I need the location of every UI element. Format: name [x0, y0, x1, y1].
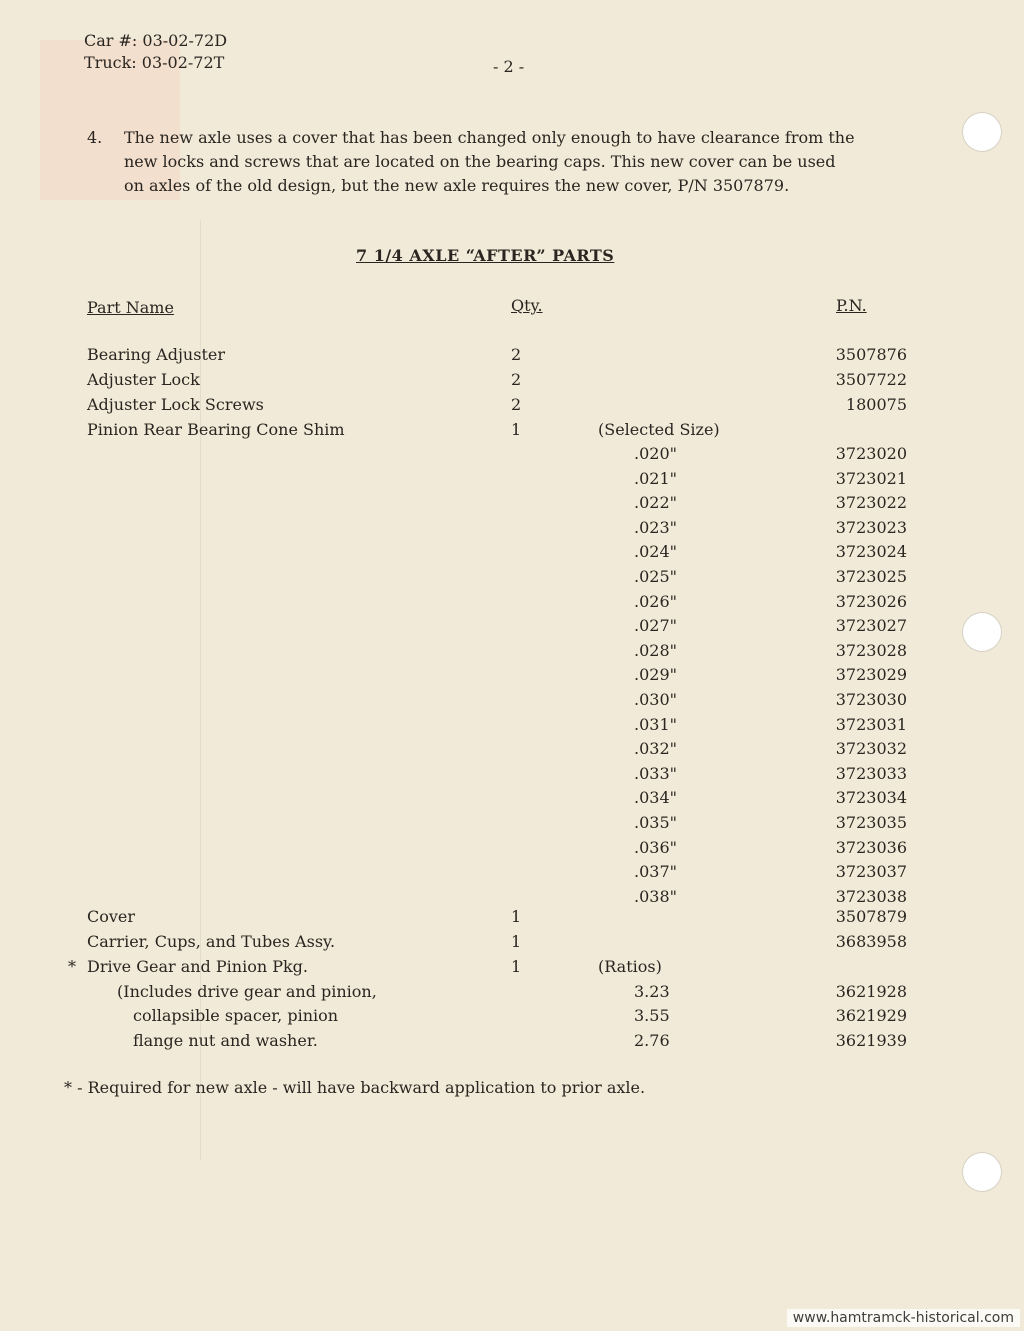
- size: .031": [634, 714, 677, 734]
- part-number: 3723030: [835, 690, 907, 709]
- paragraph-line-2: new locks and screws that are located on the bearing caps. This new cover can be used: [124, 152, 836, 171]
- size: .038": [634, 886, 677, 906]
- size: .030": [634, 690, 677, 709]
- part-number: 3621929: [835, 1006, 907, 1025]
- qty: 2: [511, 395, 522, 414]
- table-row: [0, 980, 1024, 1004]
- part-name: flange nut and washer.: [133, 1031, 318, 1050]
- part-number: 3723033: [835, 763, 907, 783]
- size: .020": [634, 444, 677, 463]
- part-name: (Includes drive gear and pinion,: [117, 982, 377, 1001]
- part-name: Drive Gear and Pinion Pkg.: [87, 957, 308, 976]
- size: .027": [634, 616, 677, 636]
- size: .029": [634, 665, 677, 685]
- table-row: [0, 762, 1024, 786]
- truck-number: Truck: 03-02-72T: [84, 53, 225, 72]
- table-row: [0, 860, 1024, 884]
- part-number: 3723026: [835, 591, 907, 611]
- table-row: [0, 418, 1024, 442]
- part-number: 3507876: [835, 345, 907, 364]
- part-name: Carrier, Cups, and Tubes Assy.: [87, 932, 336, 951]
- size: .036": [634, 837, 677, 857]
- table-row: [0, 467, 1024, 491]
- qty: 1: [511, 957, 522, 976]
- size: .032": [634, 739, 677, 759]
- table-row: [0, 516, 1024, 540]
- qty: 1: [511, 932, 522, 951]
- part-number: 3723035: [835, 813, 907, 832]
- part-number: 3723029: [835, 665, 907, 685]
- table-row: [0, 663, 1024, 687]
- part-name: Cover: [87, 907, 136, 926]
- part-number: 3621928: [835, 982, 907, 1001]
- part-number: 3723031: [835, 714, 907, 734]
- size: .033": [634, 763, 677, 783]
- size: .026": [634, 591, 677, 611]
- table-row: [0, 491, 1024, 515]
- paragraph-number: 4.: [87, 128, 103, 147]
- table-row: [0, 955, 1024, 979]
- part-number: 3683958: [835, 932, 907, 951]
- part-number: 3723032: [835, 739, 907, 759]
- table-row: [0, 930, 1024, 954]
- size: 3.55: [634, 1006, 670, 1025]
- size: .023": [634, 517, 677, 537]
- table-row: [0, 614, 1024, 638]
- table-row: [0, 540, 1024, 564]
- part-number: 180075: [845, 395, 907, 414]
- car-number: Car #: 03-02-72D: [84, 31, 228, 50]
- part-name: Adjuster Lock Screws: [87, 395, 264, 414]
- part-number: 3723038: [835, 886, 907, 906]
- table-row: [0, 737, 1024, 761]
- column-header-part-name: Part Name: [87, 298, 174, 317]
- size: .037": [634, 862, 677, 882]
- part-name: collapsible spacer, pinion: [133, 1006, 339, 1025]
- part-number: 3723034: [835, 788, 907, 808]
- table-row: [0, 688, 1024, 712]
- binder-hole-top: [962, 112, 1002, 152]
- part-number: 3507879: [835, 907, 907, 926]
- qty: 2: [511, 370, 522, 389]
- table-row: [0, 811, 1024, 835]
- binder-hole-bottom: [962, 1152, 1002, 1192]
- qty: 2: [511, 345, 522, 364]
- table-row: [0, 1004, 1024, 1028]
- column-header-qty: Qty.: [511, 296, 543, 315]
- part-number: 3723023: [835, 517, 907, 537]
- size: .035": [634, 813, 677, 832]
- table-row: [0, 343, 1024, 367]
- part-number: 3723028: [835, 640, 907, 660]
- part-name: Bearing Adjuster: [87, 345, 225, 364]
- table-row: [0, 786, 1024, 810]
- part-number: 3723024: [835, 542, 907, 562]
- table-row: [0, 368, 1024, 392]
- part-number: 3723021: [835, 468, 907, 488]
- table-row: [0, 442, 1024, 466]
- part-name: Pinion Rear Bearing Cone Shim: [87, 420, 345, 439]
- size: .025": [634, 567, 677, 586]
- table-row: [0, 590, 1024, 614]
- size: .022": [634, 493, 677, 513]
- page-number: - 2 -: [493, 57, 525, 76]
- table-row: [0, 565, 1024, 589]
- table-title: 7 1/4 AXLE “AFTER” PARTS: [356, 246, 615, 265]
- table-row: [0, 393, 1024, 417]
- table-row: [0, 836, 1024, 860]
- paragraph-line-3: on axles of the old design, but the new axle requires the new cover, P/N 3507879.: [124, 176, 790, 195]
- column-header-pn: P.N.: [836, 296, 867, 315]
- row-mark: *: [68, 957, 76, 976]
- part-number: 3723027: [835, 616, 907, 636]
- qty: 1: [511, 907, 522, 926]
- part-number: 3507722: [835, 370, 907, 389]
- part-number: 3723036: [835, 837, 907, 857]
- table-row: [0, 713, 1024, 737]
- part-number: 3723037: [835, 862, 907, 882]
- part-number: 3621939: [835, 1031, 907, 1050]
- size: .021": [634, 468, 677, 488]
- size: 2.76: [634, 1031, 670, 1050]
- qty: 1: [511, 420, 522, 439]
- part-number: 3723020: [835, 444, 907, 463]
- table-row: [0, 905, 1024, 929]
- website-watermark: www.hamtramck-historical.com: [787, 1309, 1020, 1327]
- table-row: [0, 639, 1024, 663]
- part-name: Adjuster Lock: [87, 370, 200, 389]
- size: 3.23: [634, 982, 670, 1001]
- paragraph-line-1: The new axle uses a cover that has been changed only enough to have clearance from the: [124, 128, 855, 147]
- size: .034": [634, 788, 677, 808]
- table-row: [0, 1029, 1024, 1053]
- size: .028": [634, 640, 677, 660]
- size: (Ratios): [598, 957, 662, 976]
- footnote: * - Required for new axle - will have backward application to prior axle.: [64, 1078, 646, 1097]
- size: .024": [634, 542, 677, 562]
- part-number: 3723025: [835, 567, 907, 586]
- part-number: 3723022: [835, 493, 907, 513]
- size: (Selected Size): [598, 420, 720, 439]
